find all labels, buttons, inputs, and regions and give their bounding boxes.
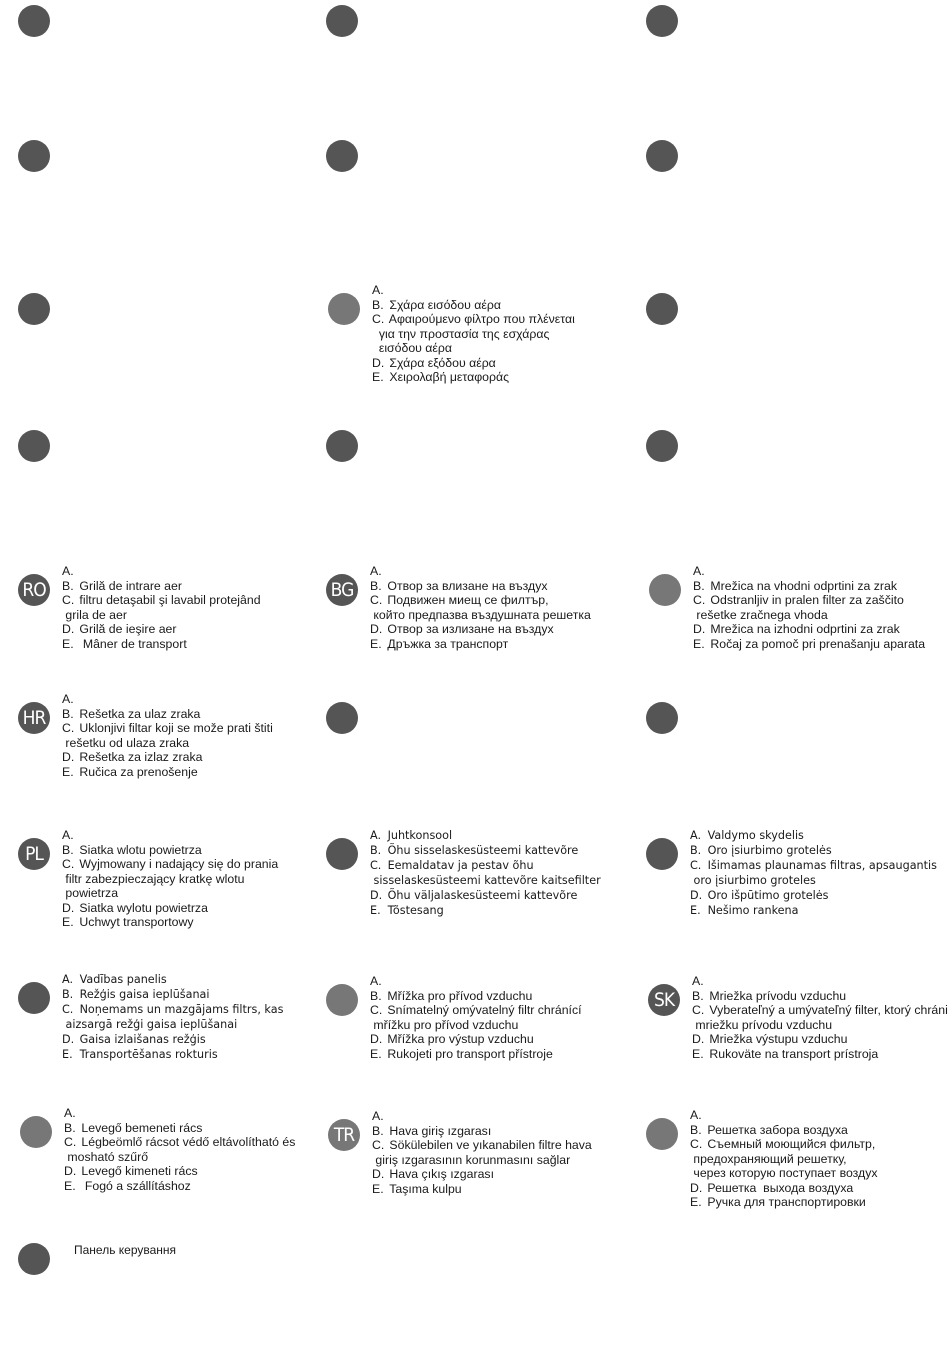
item-text: Levegő bemeneti rács	[81, 1120, 203, 1135]
language-badge: TR	[328, 1119, 360, 1151]
parts-list-item	[372, 283, 575, 298]
item-text: Levegő kimeneti rács	[81, 1164, 198, 1178]
language-badge: PL	[18, 838, 50, 870]
parts-list-item	[62, 579, 261, 594]
item-text: Taşıma kulpu	[389, 1181, 462, 1196]
parts-list-item	[372, 1182, 592, 1197]
parts-list-item	[62, 707, 273, 722]
legend-block-r1c1	[18, 5, 318, 125]
parts-list-item	[370, 989, 582, 1004]
parts-list-item	[372, 370, 575, 385]
item-text: Отвор за излизане на въздух	[387, 622, 554, 636]
legend-block-bg	[326, 564, 626, 694]
parts-list-item	[693, 564, 925, 579]
item-letter: D.	[690, 889, 703, 902]
item-text: Uchwyt transportowy	[79, 915, 194, 929]
parts-list-item	[64, 1106, 295, 1121]
parts-list	[370, 828, 601, 918]
item-text: Gaisa izlaišanas režģis	[79, 1033, 206, 1046]
parts-list-item	[64, 1121, 295, 1136]
item-text: Mriežka prívodu vzduchu	[709, 988, 847, 1003]
legend-block-r2c2	[326, 140, 626, 260]
language-badge	[646, 838, 678, 870]
parts-list-item	[372, 1109, 592, 1124]
legend-block-r1c3	[646, 5, 946, 125]
item-letter: E.	[64, 1178, 76, 1193]
item-text: Oro įsiurbimo grotelės	[707, 844, 832, 857]
item-text: Juhtkonsool	[387, 829, 453, 842]
parts-list-item	[372, 312, 575, 356]
parts-list-item	[370, 622, 591, 637]
item-letter: E.	[690, 1195, 702, 1209]
parts-list-item	[370, 564, 591, 579]
item-letter: B.	[690, 844, 702, 857]
item-text: Дръжка за транспорт	[387, 636, 509, 651]
item-letter: A.	[370, 829, 382, 842]
item-letter: B.	[370, 988, 382, 1003]
item-text: Mřížka pro přívod vzduchu	[387, 988, 533, 1003]
item-letter: E.	[62, 915, 74, 929]
item-text: Uklonjivi filtar koji se može prati štiti rešetku od ulaza zraka	[65, 721, 273, 750]
parts-list-item	[62, 828, 278, 843]
language-badge	[649, 574, 681, 606]
item-letter: C.	[62, 593, 75, 607]
item-text: Решетка забора воздуха	[707, 1122, 848, 1137]
language-badge	[18, 293, 50, 325]
item-text: filtru detaşabil şi lavabil protejând grila de aer	[65, 593, 261, 622]
parts-list-item	[690, 903, 937, 918]
parts-list-item	[62, 857, 278, 901]
item-text: Ручка для транспортировки	[707, 1195, 866, 1209]
item-text: Tõstesang	[387, 904, 444, 917]
item-text: Snímatelný omývatelný filtr chránící mřížku pro přívod vzduchu	[373, 1003, 582, 1032]
language-badge	[326, 430, 358, 462]
item-text: Valdymo skydelis	[707, 829, 804, 842]
item-letter: C.	[370, 859, 382, 872]
parts-list-item	[372, 356, 575, 371]
item-letter: A.	[62, 692, 74, 706]
legend-block-sk	[648, 974, 948, 1104]
item-letter: C.	[693, 593, 706, 607]
item-letter: D.	[370, 622, 383, 636]
item-letter: C.	[690, 859, 702, 872]
parts-list-item	[690, 828, 937, 843]
parts-list-item	[690, 843, 937, 858]
legend-block-tr	[328, 1109, 628, 1239]
parts-list	[690, 1108, 878, 1210]
parts-list-item	[62, 637, 261, 652]
language-badge	[326, 838, 358, 870]
legend-block-cz	[326, 974, 626, 1104]
item-letter: D.	[692, 1032, 705, 1046]
parts-list-item	[693, 637, 925, 652]
legend-block-hu	[20, 1106, 320, 1236]
item-letter: C.	[372, 1138, 385, 1152]
item-text: Σχάρα εξόδου αέρα	[389, 355, 496, 370]
language-badge	[646, 293, 678, 325]
item-text: Mâner de transport	[79, 636, 187, 651]
language-badge	[18, 5, 50, 37]
item-letter: B.	[693, 578, 705, 593]
language-badge	[326, 984, 358, 1016]
item-text: Съемный моющийся фильтр, предохраняющий решетку, через которую поступает воздух	[693, 1137, 878, 1180]
item-text: Vyberateľný a umývateľný filter, ktorý chráni mriežku prívodu vzduchu	[695, 1003, 948, 1032]
parts-list	[372, 283, 575, 385]
item-letter: C.	[372, 312, 385, 326]
item-text: Mřížka pro výstup vzduchu	[387, 1032, 534, 1046]
parts-list-item	[692, 989, 948, 1004]
language-badge	[326, 5, 358, 37]
parts-list-item	[372, 1138, 592, 1167]
item-text: Решетка выхода воздуха	[707, 1180, 854, 1195]
item-letter: D.	[62, 1033, 75, 1046]
item-text: Sökülebilen ve yıkanabilen filtre hava giriş ızgarasının korunmasını sağlar	[375, 1138, 592, 1167]
parts-list	[62, 692, 273, 779]
item-letter: B.	[370, 578, 382, 593]
item-letter: C.	[62, 857, 75, 871]
item-letter: A.	[370, 564, 382, 578]
item-text: Grilă de ieşire aer	[79, 622, 177, 636]
legend-block-r6c2	[326, 702, 626, 822]
item-letter: C.	[370, 1003, 383, 1017]
item-letter: B.	[62, 578, 74, 593]
parts-list-item	[692, 974, 948, 989]
parts-list-item	[692, 1032, 948, 1047]
legend-block-el	[328, 283, 628, 413]
item-letter: E.	[62, 764, 74, 779]
legend-block-ro	[18, 564, 318, 694]
parts-list-item	[370, 843, 601, 858]
item-text: Grilă de intrare aer	[79, 578, 182, 593]
item-letter: A.	[690, 1108, 702, 1122]
parts-list-item	[370, 888, 601, 903]
item-text: Отвор за влизане на въздух	[387, 578, 548, 593]
item-letter: D.	[372, 355, 385, 370]
parts-list-item	[372, 1124, 592, 1139]
item-letter: A.	[370, 974, 382, 988]
item-letter: B.	[372, 297, 384, 312]
parts-list-item	[62, 987, 283, 1002]
item-text: Rukojeti pro transport přístroje	[387, 1046, 553, 1061]
language-badge: HR	[18, 702, 50, 734]
parts-list-item	[370, 593, 591, 622]
item-letter: B.	[370, 844, 382, 857]
item-letter: E.	[62, 636, 74, 651]
item-letter: D.	[690, 1180, 703, 1195]
item-letter: C.	[370, 593, 383, 607]
legend-block-ru	[646, 1108, 946, 1238]
item-letter: B.	[62, 706, 74, 721]
item-text: Σχάρα εισόδου αέρα	[389, 297, 501, 312]
item-text: Légbeömlő rácsot védő eltávolítható és mosható szűrő	[67, 1135, 296, 1164]
parts-list-item	[693, 622, 925, 637]
language-badge	[18, 982, 50, 1014]
item-letter: B.	[692, 988, 704, 1003]
parts-list-item	[62, 972, 283, 987]
item-text: Siatka wlotu powietrza	[79, 842, 202, 857]
item-letter: A.	[690, 829, 702, 842]
parts-list-item	[62, 901, 278, 916]
parts-list-item	[370, 828, 601, 843]
item-letter: A.	[372, 283, 384, 297]
item-text: Χειρολαβή μεταφοράς	[389, 370, 510, 384]
item-text: Oro išpūtimo grotelės	[707, 889, 829, 902]
item-letter: A.	[372, 1109, 384, 1123]
parts-list	[62, 564, 261, 651]
legend-block-r3c1	[18, 293, 318, 413]
parts-list	[370, 974, 582, 1061]
item-letter: D.	[62, 622, 75, 636]
item-text: Ručica za prenošenje	[79, 764, 198, 779]
item-letter: C.	[692, 1003, 705, 1017]
language-badge: SK	[648, 984, 680, 1016]
parts-list-item	[62, 692, 273, 707]
language-badge	[18, 1243, 50, 1275]
legend-block-r3c3	[646, 293, 946, 413]
item-letter: B.	[62, 988, 74, 1001]
item-letter: E.	[370, 904, 381, 917]
item-letter: E.	[372, 1181, 384, 1196]
item-text: Odstranljiv in pralen filter za zaščito rešetke zračnega vhoda	[696, 593, 904, 622]
legend-caption: Панель керування	[74, 1243, 177, 1257]
item-letter: D.	[64, 1164, 77, 1178]
parts-list	[62, 972, 283, 1062]
parts-list-item	[690, 1108, 878, 1123]
parts-list-item	[62, 750, 273, 765]
parts-list-item	[372, 1167, 592, 1182]
item-letter: E.	[372, 370, 384, 384]
item-letter: A.	[692, 974, 704, 988]
language-badge	[646, 1118, 678, 1150]
parts-list-item	[64, 1179, 295, 1194]
legend-block-uk	[18, 1243, 318, 1363]
parts-list	[372, 1109, 592, 1196]
legend-block-r1c2	[326, 5, 626, 125]
item-text: Nešimo rankena	[707, 904, 799, 917]
parts-list-item	[370, 637, 591, 652]
parts-list-item	[62, 1047, 283, 1062]
parts-list-item	[690, 1123, 878, 1138]
legend-block-r4c2	[326, 430, 626, 550]
item-text: Õhu sisselaskesüsteemi kattevõre	[387, 844, 579, 857]
item-letter: D.	[62, 900, 75, 915]
item-text: Noņemams un mazgājams filtrs, kas aizsargā režģi gaisa ieplūšanai	[65, 1003, 284, 1031]
item-text: Wyjmowany i nadający się do prania filtr zabezpieczający kratkę wlotu powietrza	[65, 857, 279, 900]
item-text: Mrežica na izhodni odprtini za zrak	[710, 622, 900, 636]
item-text: Подвижен миещ се филтър, който предпазва въздушната решетка	[373, 593, 591, 622]
parts-list-item	[62, 564, 261, 579]
item-letter: A.	[62, 973, 74, 986]
item-letter: A.	[62, 564, 74, 578]
language-badge: BG	[326, 574, 358, 606]
language-badge	[326, 140, 358, 172]
parts-list-item	[62, 765, 273, 780]
item-text: Hava çıkış ızgarası	[389, 1167, 494, 1181]
parts-list-item	[692, 1047, 948, 1062]
item-text: Eemaldatav ja pestav õhu sisselaskesüsteemi kattevõre kaitsefilter	[373, 859, 601, 887]
parts-list	[690, 828, 937, 918]
item-text: Rukoväte na transport prístroja	[709, 1046, 879, 1061]
legend-block-pl	[18, 828, 318, 958]
parts-list-item	[370, 579, 591, 594]
item-letter: B.	[372, 1123, 384, 1138]
legend-block-lv	[18, 973, 318, 1102]
item-text: Transportēšanas rokturis	[79, 1048, 218, 1061]
language-badge: RO	[18, 574, 50, 606]
parts-list-item	[690, 888, 937, 903]
item-text: Αφαιρούμενο φίλτρο που πλένεται για την προστασία της εσχάρας εισόδου αέρα	[378, 312, 575, 355]
parts-list-item	[62, 593, 261, 622]
item-letter: C.	[62, 721, 75, 735]
item-letter: D.	[370, 1032, 383, 1046]
parts-list-item	[692, 1003, 948, 1032]
parts-list	[370, 564, 591, 651]
parts-list	[692, 974, 948, 1061]
parts-list-item	[370, 858, 601, 888]
item-text: Rešetka za izlaz zraka	[79, 750, 203, 764]
item-letter: C.	[64, 1135, 77, 1149]
legend-block-sl	[649, 564, 949, 694]
parts-list-item	[64, 1164, 295, 1179]
item-text: Išimamas plaunamas filtras, apsaugantis oro įsiurbimo groteles	[693, 859, 937, 887]
item-letter: D.	[372, 1167, 385, 1181]
item-letter: C.	[690, 1137, 703, 1151]
legend-block-et	[326, 829, 626, 958]
item-letter: B.	[64, 1120, 76, 1135]
item-text: Rešetka za ulaz zraka	[79, 706, 201, 721]
legend-block-lt	[646, 829, 946, 958]
item-text: Ročaj za pomoč pri prenašanju aparata	[710, 636, 926, 651]
language-badge	[18, 430, 50, 462]
item-letter: E.	[370, 636, 382, 651]
language-badge	[20, 1116, 52, 1148]
parts-list-item	[690, 858, 937, 888]
parts-list-item	[370, 974, 582, 989]
item-letter: A.	[64, 1106, 76, 1120]
item-text: Õhu väljalaskesüsteemi kattevõre	[387, 889, 578, 902]
legend-block-hr	[18, 692, 318, 822]
item-letter: A.	[62, 828, 74, 842]
item-text: Vadības panelis	[79, 973, 167, 986]
parts-list-item	[62, 1002, 283, 1032]
item-letter: B.	[690, 1122, 702, 1137]
item-letter: B.	[62, 842, 74, 857]
item-letter: C.	[62, 1003, 74, 1016]
parts-list-item	[690, 1181, 878, 1196]
parts-list-item	[370, 1003, 582, 1032]
parts-list	[64, 1106, 295, 1193]
parts-list-item	[62, 721, 273, 750]
item-letter: E.	[62, 1048, 73, 1061]
parts-list-item	[693, 579, 925, 594]
item-letter: E.	[690, 904, 701, 917]
item-text: Mrežica na vhodni odprtini za zrak	[710, 578, 898, 593]
item-letter: E.	[692, 1046, 704, 1061]
parts-list-item	[62, 622, 261, 637]
parts-list-item	[690, 1195, 878, 1210]
language-badge	[326, 702, 358, 734]
parts-list-item	[693, 593, 925, 622]
item-letter: D.	[693, 622, 706, 636]
item-text: Siatka wylotu powietrza	[79, 900, 208, 915]
item-letter: E.	[370, 1046, 382, 1061]
parts-list-item	[62, 1032, 283, 1047]
language-badge	[646, 140, 678, 172]
parts-list-item	[370, 903, 601, 918]
parts-list-item	[690, 1137, 878, 1181]
parts-list	[62, 828, 278, 930]
item-letter: D.	[370, 889, 383, 902]
parts-list	[693, 564, 925, 651]
language-badge	[646, 702, 678, 734]
item-text: Mriežka výstupu vzduchu	[709, 1032, 848, 1046]
parts-list-item	[372, 298, 575, 313]
item-text: Hava giriş ızgarası	[389, 1123, 492, 1138]
item-letter: D.	[62, 750, 75, 764]
item-letter: E.	[693, 636, 705, 651]
item-letter: A.	[693, 564, 705, 578]
language-badge	[328, 293, 360, 325]
legend-block-r4c1	[18, 430, 318, 550]
item-text: Režģis gaisa ieplūšanai	[79, 988, 210, 1001]
parts-list-item	[62, 915, 278, 930]
legend-block-r6c3	[646, 702, 946, 822]
legend-block-r4c3	[646, 430, 946, 550]
item-text: Fogó a szállításhoz	[81, 1178, 191, 1193]
parts-list-item	[64, 1135, 295, 1164]
language-badge	[646, 5, 678, 37]
parts-list-item	[62, 843, 278, 858]
parts-list-item	[370, 1032, 582, 1047]
parts-list-item	[370, 1047, 582, 1062]
language-badge	[18, 140, 50, 172]
legend-block-r2c1	[18, 140, 318, 260]
language-badge	[646, 430, 678, 462]
legend-block-r2c3	[646, 140, 946, 260]
